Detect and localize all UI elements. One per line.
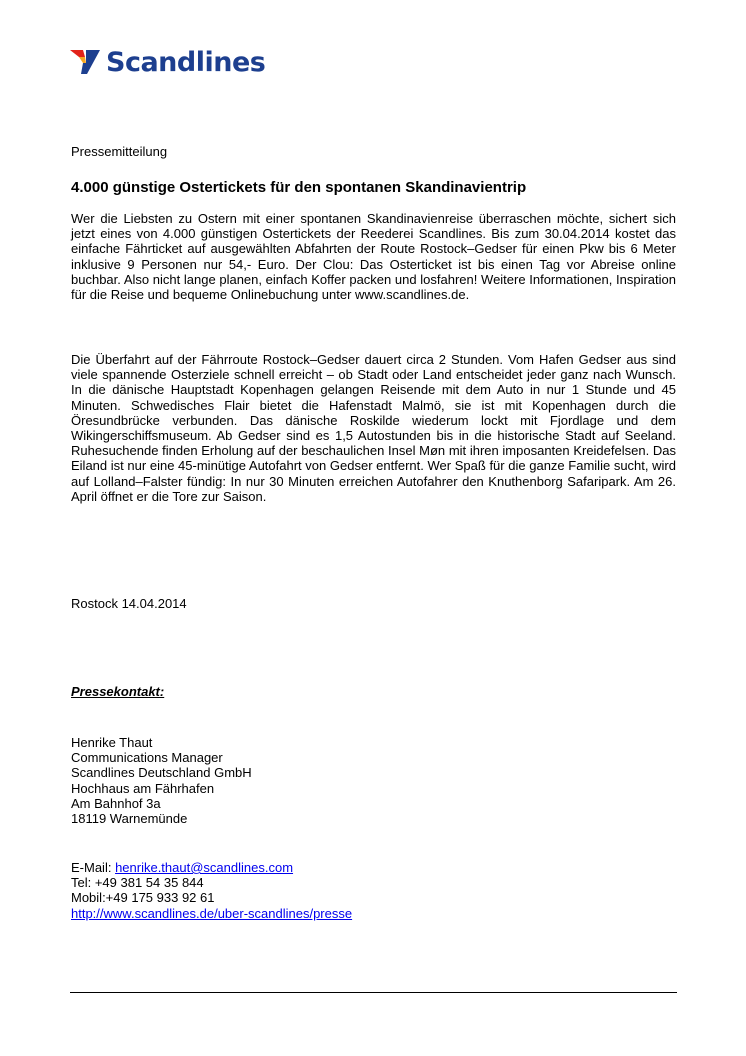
mobil-line: Mobil:+49 175 933 92 61 <box>71 890 215 906</box>
footer-divider <box>70 992 677 993</box>
contact-building: Hochhaus am Fährhafen <box>71 780 215 796</box>
contact-details-block <box>71 860 352 921</box>
scandlines-logo <box>70 48 265 76</box>
contact-street: Am Bahnhof 3a <box>71 795 161 811</box>
press-url-link[interactable]: http://www.scandlines.de/uber-scandlines/presse <box>71 905 353 921</box>
body-paragraph-2: Die Überfahrt auf der Fährroute Rostock–Gedser dauert circa 2 Stunden. Vom Hafen Gedser aus sind viele spannende Osterziele schnell erreicht – ob Stadt oder Land entscheidet jeder ganz nach Wunsch. In die dänische Hauptstadt Kopenhagen gelangen Reisende mit dem Auto in nur 1 Stunde und 45 Minuten. Schwedisches Flair bietet die Hafenstadt Malmö, sie ist mit Kopenhagen durch die Öresundbrücke verbunden. Das dänische Roskilde wiederum lockt mit Fjordlage und dem Wikingerschiffsmuseum. Ab Gedser sind es 1,5 Autostunden bis in die historische Stadt auf Seeland. Ruhesuchende finden Erholung auf der beschaulichen Insel Møn mit ihren imposanten Kreidefelsen. Das Eiland ist nur eine 45-minütige Autofahrt von Gedser entfernt. Wer Spaß für die ganze Familie sucht, wird auf Lolland–Falster fündig: In nur 30 Minuten erreichen Autofahrer den Knuthenborg Safaripark. Am 26. April öffnet er die Tore zur Saison. <box>71 352 676 504</box>
tel-line: Tel: +49 381 54 35 844 <box>71 875 204 891</box>
contact-company: Scandlines Deutschland GmbH <box>71 765 252 781</box>
kicker: Pressemitteilung <box>71 144 168 159</box>
email-link[interactable]: henrike.thaut@scandlines.com <box>115 860 294 875</box>
press-url-line <box>71 906 352 921</box>
email-label: E-Mail: <box>71 860 116 875</box>
contact-heading: Pressekontakt: <box>71 684 165 699</box>
email-line <box>71 860 352 875</box>
body-paragraph-1: Wer die Liebsten zu Ostern mit einer spontanen Skandinavienreise überraschen möchte, sichert sich jetzt eines von 4.000 günstigen Ostertickets der Reederei Scandlines. Bis zum 30.04.2014 kostet das einfache Fährticket auf ausgewählten Abfahrten der Route Rostock–Gedser für einen Pkw bis 6 Meter inklusive 9 Personen nur 54,- Euro. Der Clou: Das Osterticket ist bis einen Tag vor Abreise online buchbar. Also nicht lange planen, einfach Koffer packen und losfahren! Weitere Informationen, Inspiration für die Reise und bequeme Onlinebuchung unter www.scandlines.de. <box>71 211 676 303</box>
contact-address-block <box>71 735 252 826</box>
scandlines-logo-icon <box>70 48 100 76</box>
contact-name: Henrike Thaut <box>71 735 153 750</box>
contact-city: 18119 Warnemünde <box>71 811 188 827</box>
logo-wordmark: Scandlines <box>106 46 266 78</box>
headline: 4.000 günstige Ostertickets für den spontanen Skandinavientrip <box>71 179 527 196</box>
contact-role: Communications Manager <box>71 750 223 766</box>
dateline: Rostock 14.04.2014 <box>71 596 187 611</box>
